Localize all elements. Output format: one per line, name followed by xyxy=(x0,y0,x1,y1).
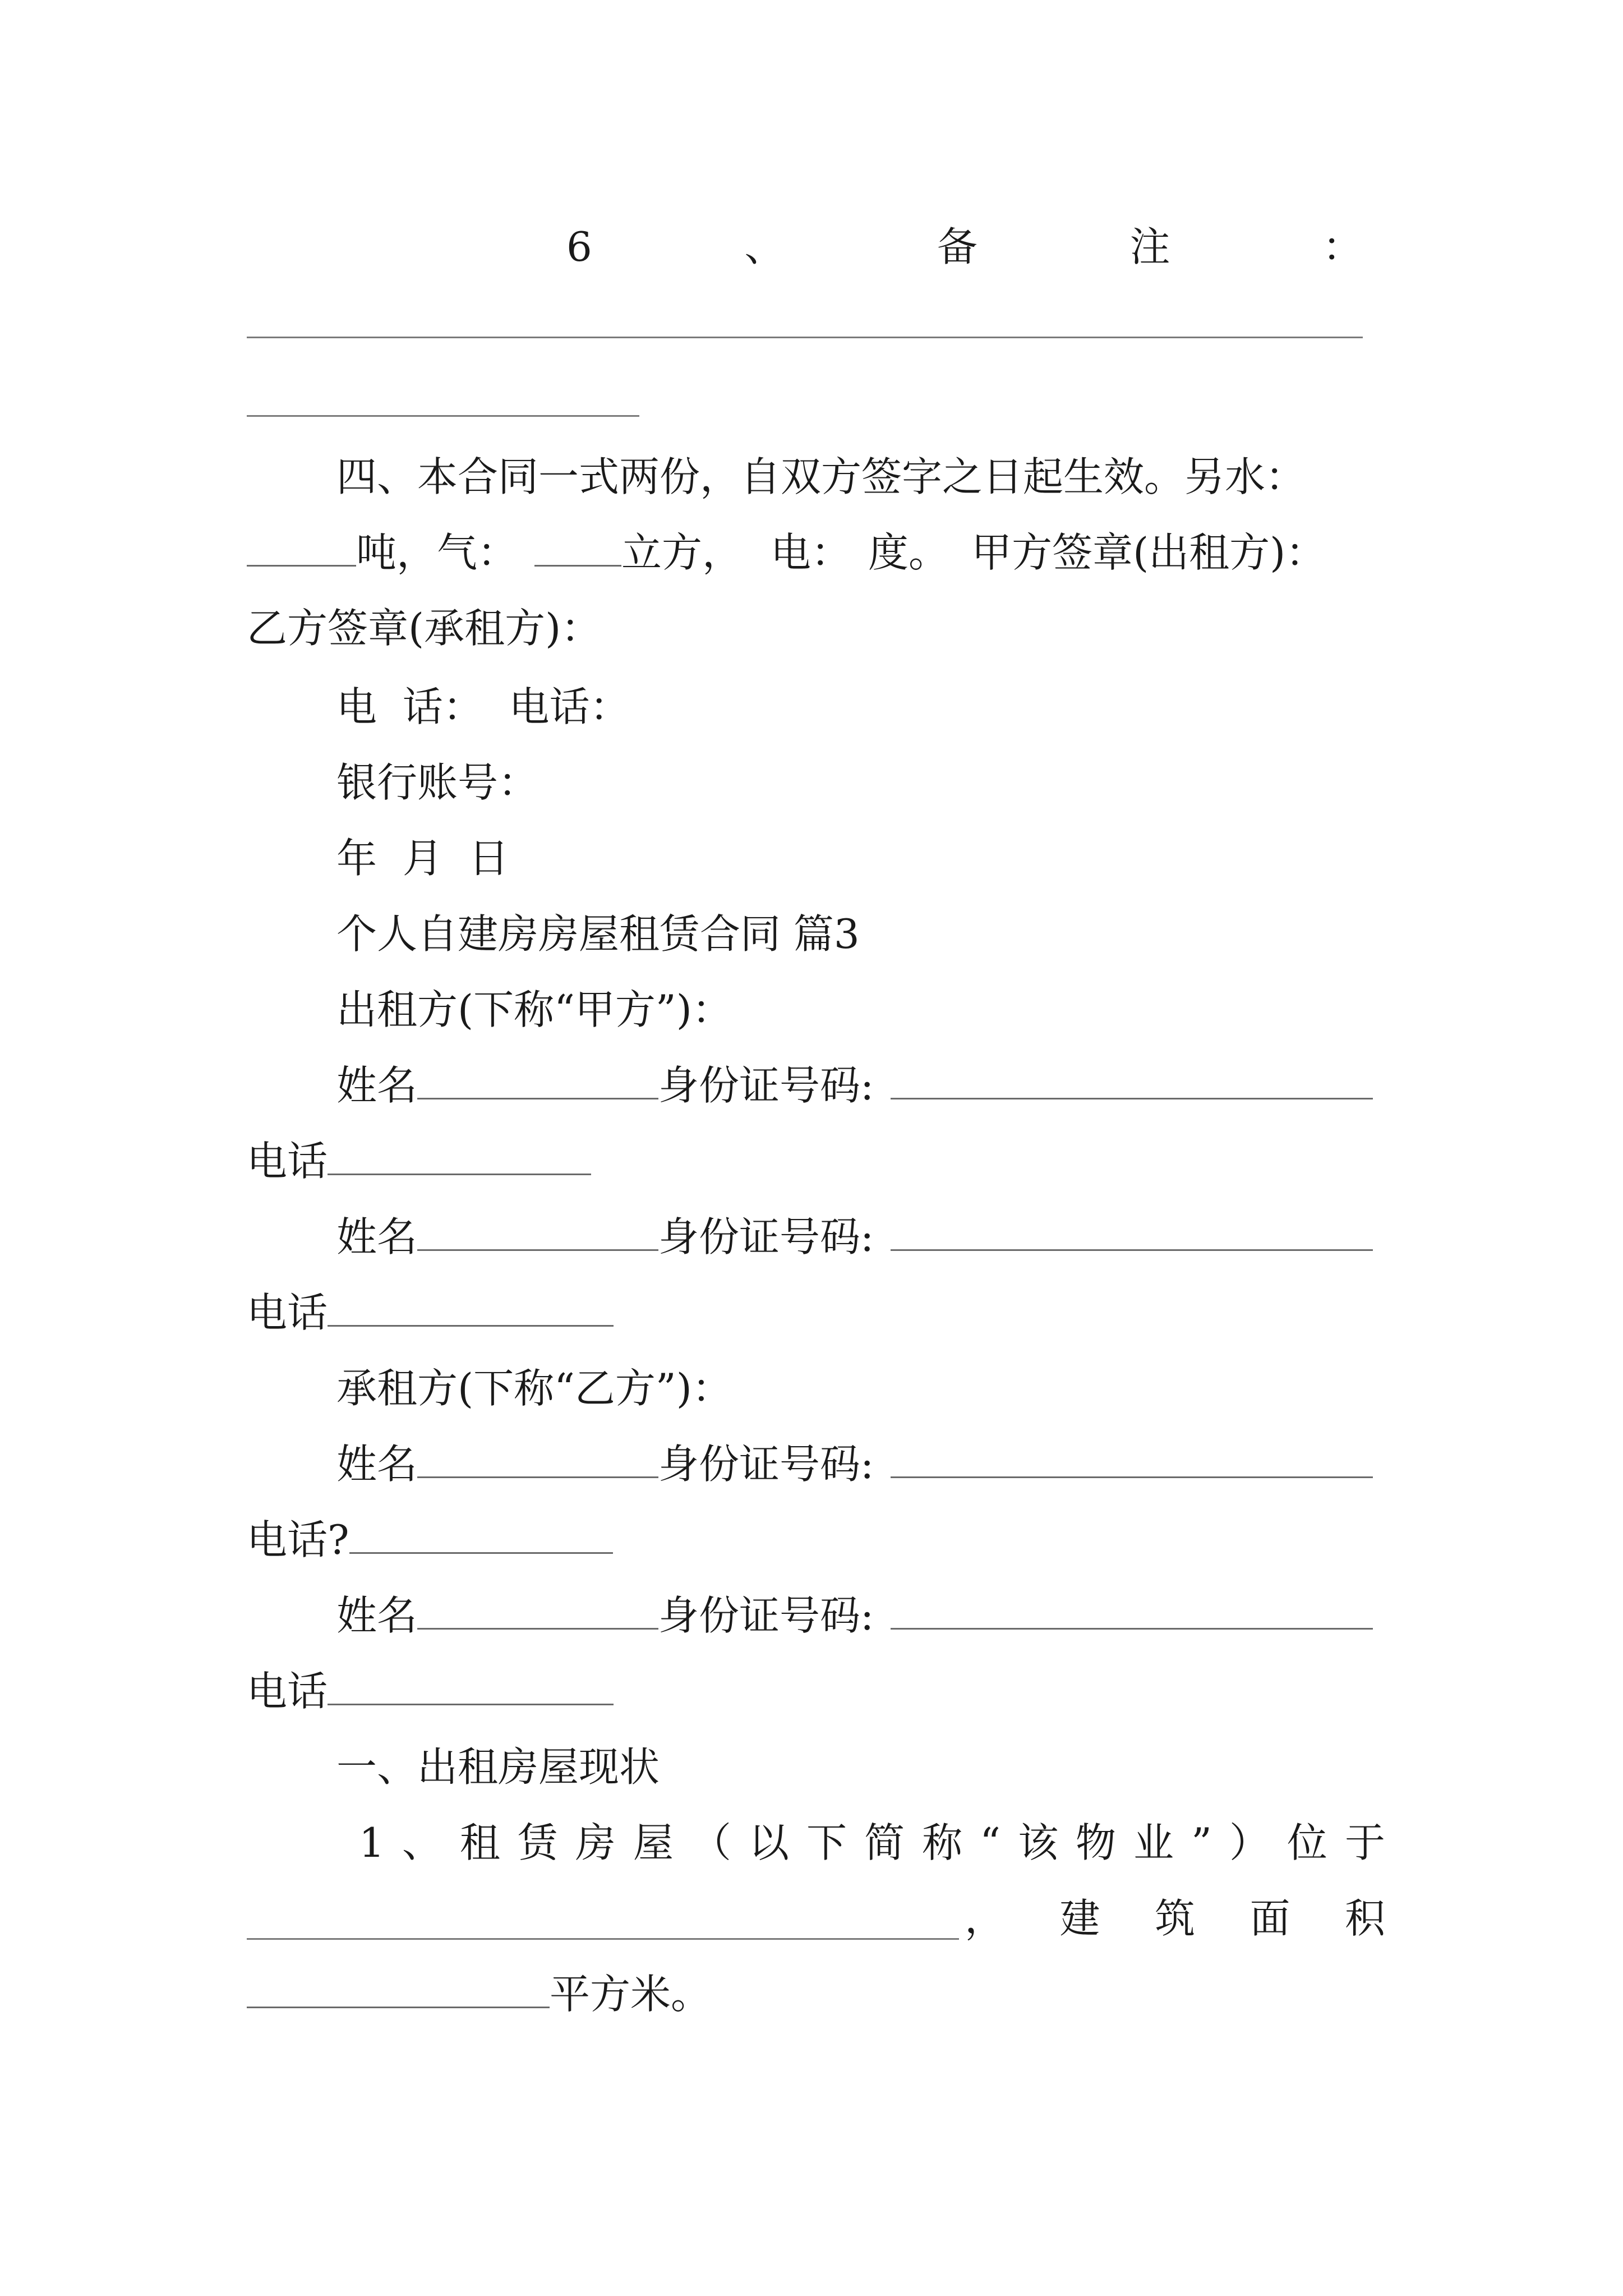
area-unit: 平方米。 xyxy=(550,1971,712,2018)
phone-label: 电话 xyxy=(247,1289,328,1336)
area-blank xyxy=(247,1967,550,2008)
item1-char: 以 xyxy=(749,1819,790,1866)
lessor-2-name-row xyxy=(336,1209,1373,1265)
item1-char: ” xyxy=(1191,1819,1212,1866)
item1-char: 、 xyxy=(402,1819,442,1866)
electric-unit: 度。 xyxy=(868,529,949,576)
name-label: 姓名 xyxy=(336,1441,418,1488)
item1-char: “ xyxy=(980,1819,1000,1866)
name-blank xyxy=(417,1589,658,1630)
remark-heading xyxy=(566,219,1363,275)
address-blank xyxy=(247,1938,959,1940)
article-title: 个人自建房房屋租赁合同 篇3 xyxy=(336,910,860,958)
lessee-2-name-row xyxy=(336,1588,1373,1644)
remark-blank-line-1 xyxy=(247,337,1363,338)
section-one-heading: 一、出租房屋现状 xyxy=(336,1743,660,1791)
id-label: 身份证号码: xyxy=(658,1441,874,1488)
name-blank xyxy=(417,1437,658,1478)
item1-char: 建 xyxy=(1059,1895,1100,1942)
lessor-1-phone-row xyxy=(247,1133,591,1189)
party-a-sign: 甲方签章(出租方)： xyxy=(971,529,1326,576)
item1-char: 赁 xyxy=(517,1819,558,1866)
lessee-heading: 承租方(下称“乙方”)： xyxy=(336,1365,732,1412)
name-label: 姓名 xyxy=(336,1213,418,1260)
remark-colon: ： xyxy=(1322,223,1363,270)
lessor-1-name-row xyxy=(336,1057,1373,1114)
phone-label: 电话 xyxy=(247,1138,328,1185)
item1-char: ） xyxy=(1229,1819,1270,1866)
remark-comma: 、 xyxy=(744,223,785,270)
section-four-line-2 xyxy=(247,524,1326,581)
id-label: 身份证号码: xyxy=(658,1062,874,1109)
item1-char: 筑 xyxy=(1154,1895,1195,1942)
item1-char: 简 xyxy=(864,1819,905,1866)
id-label: 身份证号码: xyxy=(658,1213,874,1260)
remark-blank-line-2 xyxy=(247,415,639,417)
item1-char: 房 xyxy=(575,1819,616,1866)
item1-char: 1 xyxy=(359,1819,385,1866)
item-1-line-3 xyxy=(247,1966,711,2022)
phone-blank xyxy=(328,1134,591,1175)
phone-blank xyxy=(328,1286,614,1327)
item1-char: 于 xyxy=(1344,1819,1385,1866)
phone-label: 电话? xyxy=(247,1516,349,1563)
item1-char: 位 xyxy=(1287,1819,1327,1866)
name-label: 姓名 xyxy=(336,1062,418,1109)
section-four-line-1: 四、本合同一式两份，自双方签字之日起生效。另水： xyxy=(336,453,1306,500)
party-b-sign: 乙方签章(承租方)： xyxy=(247,605,602,652)
lessee-2-phone-row xyxy=(247,1663,614,1719)
phone-blank xyxy=(349,1513,613,1554)
item1-char: 业 xyxy=(1133,1819,1174,1866)
remark-char-2: 注 xyxy=(1129,223,1170,270)
phone-blank xyxy=(328,1664,614,1705)
name-blank xyxy=(417,1210,658,1251)
name-blank xyxy=(417,1059,658,1099)
id-blank xyxy=(891,1437,1373,1478)
remark-number: 6 xyxy=(566,223,592,270)
lessee-1-phone-row xyxy=(247,1512,613,1568)
remark-char-1: 备 xyxy=(937,223,978,270)
phone-line: 电 话： 电话： xyxy=(336,683,630,730)
item1-char: 屋 xyxy=(633,1819,674,1866)
name-label: 姓名 xyxy=(336,1592,418,1639)
gas-blank xyxy=(534,526,621,567)
item1-char: ， xyxy=(965,1895,1006,1942)
lessee-1-name-row xyxy=(336,1436,1373,1492)
date-line: 年 月 日 xyxy=(336,835,509,882)
bank-account-line: 银行账号： xyxy=(336,759,539,806)
item1-char: 称 xyxy=(922,1819,963,1866)
phone-label: 电话 xyxy=(247,1668,328,1715)
gas-unit: 立方， xyxy=(621,529,743,576)
item1-char: 积 xyxy=(1344,1895,1385,1942)
item1-char: 物 xyxy=(1076,1819,1117,1866)
lessor-2-phone-row xyxy=(247,1285,614,1341)
id-blank xyxy=(891,1589,1373,1630)
electric-label: 电： xyxy=(771,529,852,576)
item-1-line-2 xyxy=(965,1890,1385,1947)
id-blank xyxy=(891,1210,1373,1251)
water-blank xyxy=(247,526,356,567)
item1-char: 面 xyxy=(1249,1895,1290,1942)
item1-char: 该 xyxy=(1017,1819,1058,1866)
item1-char: 下 xyxy=(806,1819,847,1866)
item1-char: （ xyxy=(690,1819,731,1866)
lessor-heading: 出租方(下称“甲方”)： xyxy=(336,986,732,1033)
id-blank xyxy=(891,1059,1373,1099)
water-unit: 吨，气： xyxy=(356,529,518,576)
id-label: 身份证号码: xyxy=(658,1592,874,1639)
item-1-line-1 xyxy=(359,1815,1385,1871)
item1-char: 租 xyxy=(459,1819,500,1866)
